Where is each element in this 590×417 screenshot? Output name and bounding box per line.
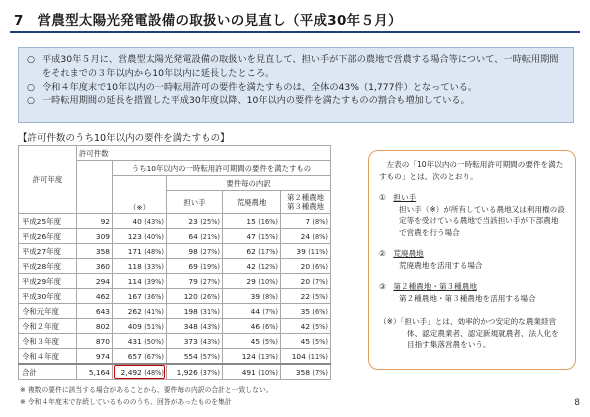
cell-value: 373 (183, 336, 198, 346)
cell-percent: (16%) (258, 217, 278, 226)
cell-value: 62 (246, 246, 256, 256)
cell-value: 491 (241, 367, 256, 377)
definition-item (379, 192, 565, 204)
cell-value: 358 (95, 246, 110, 256)
cell-class (281, 364, 331, 380)
cell-percent: (11%) (308, 247, 328, 256)
cell-total (77, 214, 113, 229)
cell-value: 24 (300, 231, 311, 241)
item-desc: 担い手（※）が所有している農地又は利用権の設定等を受けている農地で当該担い手が下部農地で営農を行う場合 (399, 204, 565, 237)
cell-year (19, 289, 77, 304)
cell-percent: (27%) (200, 277, 220, 286)
table-row (19, 274, 331, 289)
cell-within (113, 304, 167, 319)
cell-percent: (6%) (262, 322, 278, 331)
table-row (19, 229, 331, 244)
cell-percent: (19%) (200, 262, 220, 271)
cell-within (113, 334, 167, 349)
cell-percent: (48%) (144, 247, 164, 256)
cell-value: 262 (127, 306, 142, 316)
cell-value: 657 (127, 351, 142, 361)
page-title: 7 営農型太陽光発電設備の取扱いの見直し（平成30年５月） (14, 13, 402, 29)
cell-value: 118 (127, 261, 142, 271)
item-desc: 第２種農地・第３種農地を活用する場合 (399, 293, 536, 303)
cell-total (77, 244, 113, 259)
cell-class (281, 289, 331, 304)
table-heading: 【許可件数のうち10年以内の要件を満たすもの】 (18, 133, 230, 144)
cell-percent: (37%) (200, 368, 220, 377)
cell-percent: (21%) (200, 232, 220, 241)
cell-percent: (43%) (200, 337, 220, 346)
cell-value: 92 (100, 216, 110, 226)
cell-value: 平成29年度 (22, 276, 61, 286)
cell-within (113, 289, 167, 304)
cell-value: 39 (250, 291, 261, 301)
cell-kouhai (223, 349, 281, 365)
bullet-mark: ○ (27, 54, 36, 65)
cell-value: 39 (296, 246, 306, 256)
cell-value: 平成27年度 (22, 246, 61, 256)
highlight-ring (114, 365, 165, 379)
item-label: 第２種農地・第３種農地 (393, 282, 477, 291)
item-desc: 荒廃農地を活用する場合 (399, 260, 483, 270)
cell-value: 360 (95, 261, 110, 271)
header-count: 許可件数 (77, 146, 331, 161)
cell-percent: (36%) (144, 292, 164, 301)
summary-bullet (27, 81, 565, 95)
cell-percent: (67%) (144, 352, 164, 361)
cell-value: 643 (95, 306, 110, 316)
cell-value: 令和３年度 (22, 336, 59, 346)
header-year: 許可年度 (19, 146, 77, 214)
table-row (19, 214, 331, 229)
cell-percent: (12%) (258, 262, 278, 271)
cell-value: 23 (188, 216, 198, 226)
cell-kouhai (223, 229, 281, 244)
cell-value: 47 (246, 231, 256, 241)
cell-value: 45 (300, 336, 311, 346)
cell-kouhai (223, 364, 281, 380)
cell-value: 合計 (22, 367, 37, 377)
cell-value: 7 (305, 216, 311, 226)
cell-kouhai (223, 334, 281, 349)
item-number: ① (379, 193, 386, 202)
cell-ninaite (167, 259, 223, 274)
definition-box (368, 150, 576, 370)
cell-percent: (33%) (144, 262, 164, 271)
cell-percent: (15%) (258, 232, 278, 241)
cell-class (281, 334, 331, 349)
cell-percent: (7%) (312, 277, 328, 286)
cell-value: 431 (127, 336, 142, 346)
cell-within (113, 244, 167, 259)
cell-class (281, 319, 331, 334)
cell-value: 22 (300, 291, 311, 301)
cell-ninaite (167, 274, 223, 289)
item-number: ③ (379, 282, 386, 291)
header-kouhai: 荒廃農地 (223, 191, 281, 214)
item-label: 担い手 (393, 193, 417, 202)
cell-within (113, 259, 167, 274)
cell-year (19, 229, 77, 244)
cell-value: 42 (246, 261, 256, 271)
cell-percent: (8%) (262, 292, 278, 301)
definition-item (379, 281, 565, 293)
cell-percent: (31%) (200, 307, 220, 316)
cell-ninaite (167, 244, 223, 259)
cell-year (19, 274, 77, 289)
cell-ninaite (167, 349, 223, 365)
cell-total (77, 364, 113, 380)
cell-within (113, 229, 167, 244)
cell-value: 124 (241, 351, 256, 361)
cell-value: 45 (250, 336, 261, 346)
header-class: 第２種農地 第３種農地 (281, 191, 331, 214)
cell-value: 294 (95, 276, 110, 286)
cell-kouhai (223, 259, 281, 274)
definition-note: （※）「担い手」とは、効率的かつ安定的な農業経営体、認定農業者、認定新規就農者、法人化を目指す集落営農をいう。 (379, 317, 559, 349)
cell-percent: (43%) (144, 217, 164, 226)
cell-year (19, 364, 77, 380)
cell-percent: (10%) (258, 277, 278, 286)
cell-value: 348 (183, 321, 198, 331)
cell-class (281, 304, 331, 319)
cell-kouhai (223, 214, 281, 229)
footnote: ※ 令和４年度末で存続しているもののうち、回答があったものを集計 (20, 398, 232, 406)
cell-value: 1,926 (176, 367, 198, 377)
cell-within (113, 364, 167, 380)
cell-ninaite (167, 364, 223, 380)
cell-value: 802 (95, 321, 110, 331)
cell-value: 123 (127, 231, 142, 241)
cell-value: 20 (300, 261, 311, 271)
cell-value: 870 (95, 336, 110, 346)
cell-within (113, 274, 167, 289)
cell-total (77, 289, 113, 304)
table-row (19, 349, 331, 365)
cell-class (281, 214, 331, 229)
footnote: ※ 複数の要件に該当する場合があることから、要件毎の内訳の合計と一致しない。 (20, 386, 273, 394)
cell-value: 198 (183, 306, 198, 316)
header-breakdown: 要件毎の内訳 (167, 176, 331, 191)
bullet-mark: ○ (27, 81, 36, 93)
cell-year (19, 334, 77, 349)
cell-value: 35 (300, 306, 311, 316)
cell-within (113, 349, 167, 365)
cell-total (77, 274, 113, 289)
header-within-mark: （※） (113, 176, 167, 214)
cell-value: 42 (300, 321, 311, 331)
page-number: 8 (574, 398, 580, 408)
cell-percent: (17%) (258, 247, 278, 256)
cell-percent: (6%) (312, 262, 328, 271)
cell-percent: (40%) (144, 232, 164, 241)
cell-value: 平成28年度 (22, 261, 61, 271)
cell-year (19, 349, 77, 365)
cell-percent: (48%) (144, 368, 164, 377)
cell-value: 409 (127, 321, 142, 331)
cell-kouhai (223, 289, 281, 304)
cell-value: 104 (291, 351, 306, 361)
table-row (19, 319, 331, 334)
summary-box (18, 47, 574, 123)
cell-percent: (39%) (144, 277, 164, 286)
header-ninaite: 担い手 (167, 191, 223, 214)
cell-class (281, 349, 331, 365)
title-divider (10, 31, 580, 33)
definition-item (379, 248, 565, 260)
cell-total (77, 334, 113, 349)
cell-value: 462 (95, 291, 110, 301)
summary-bullet (27, 53, 565, 81)
permit-table (18, 145, 331, 380)
cell-ninaite (167, 214, 223, 229)
table-row (19, 259, 331, 274)
cell-value: 2,492 (120, 367, 142, 377)
cell-year (19, 244, 77, 259)
cell-percent: (5%) (262, 337, 278, 346)
cell-value: 167 (127, 291, 142, 301)
cell-percent: (57%) (200, 352, 220, 361)
cell-value: 98 (188, 246, 198, 256)
cell-percent: (41%) (144, 307, 164, 316)
bullet-mark: ○ (27, 95, 36, 107)
cell-class (281, 229, 331, 244)
cell-value: 平成26年度 (22, 231, 61, 241)
header-within: うち10年以内の一時転用許可期間の要件を満たすもの (113, 161, 331, 176)
table-row (19, 304, 331, 319)
cell-year (19, 259, 77, 274)
cell-percent: (25%) (200, 217, 220, 226)
cell-value: 309 (95, 231, 110, 241)
cell-percent: (7%) (312, 368, 328, 377)
cell-value: 15 (246, 216, 256, 226)
cell-value: 64 (188, 231, 198, 241)
cell-value: 20 (300, 276, 311, 286)
cell-percent: (51%) (144, 322, 164, 331)
cell-within (113, 319, 167, 334)
cell-kouhai (223, 319, 281, 334)
cell-ninaite (167, 304, 223, 319)
cell-percent: (43%) (200, 322, 220, 331)
cell-value: 40 (132, 216, 142, 226)
cell-value: 114 (127, 276, 142, 286)
cell-ninaite (167, 229, 223, 244)
cell-value: 令和４年度 (22, 351, 59, 361)
cell-value: 令和元年度 (22, 306, 59, 316)
item-label: 荒廃農地 (393, 249, 424, 258)
summary-text: 令和４年度末で10年以内の一時転用許可の要件を満たすものは、全体の43%（1,777件）となっている。 (42, 81, 478, 93)
definition-intro: 左表の「10年以内の一時転用許可期間の要件を満たすもの」とは、次のとおり。 (379, 160, 564, 181)
cell-percent: (8%) (312, 232, 328, 241)
cell-ninaite (167, 289, 223, 304)
cell-year (19, 304, 77, 319)
cell-ninaite (167, 334, 223, 349)
table-row (19, 334, 331, 349)
table-row (19, 244, 331, 259)
cell-percent: (10%) (258, 368, 278, 377)
cell-value: 29 (246, 276, 256, 286)
cell-percent: (27%) (200, 247, 220, 256)
summary-text: 平成30年５月に、営農型太陽光発電設備の取扱いを見直して、担い手が下部の農地で営農する場合等について、一時転用期間をそれまでの３年以内から10年以内に延長したところ。 (42, 54, 559, 79)
cell-percent: (5%) (312, 322, 328, 331)
cell-total (77, 319, 113, 334)
cell-year (19, 214, 77, 229)
item-number: ② (379, 249, 386, 258)
cell-ninaite (167, 319, 223, 334)
cell-percent: (11%) (308, 352, 328, 361)
cell-total (77, 304, 113, 319)
cell-percent: (8%) (312, 217, 328, 226)
cell-value: 974 (95, 351, 110, 361)
cell-percent: (50%) (144, 337, 164, 346)
cell-percent: (5%) (312, 292, 328, 301)
cell-percent: (6%) (312, 307, 328, 316)
cell-percent: (5%) (312, 337, 328, 346)
header-count-blank (77, 161, 113, 214)
cell-value: 69 (188, 261, 198, 271)
cell-kouhai (223, 304, 281, 319)
cell-percent: (7%) (262, 307, 278, 316)
cell-value: 平成30年度 (22, 291, 61, 301)
cell-value: 令和２年度 (22, 321, 59, 331)
summary-text: 一時転用期間の延長を措置した平成30年度以降、10年以内の要件を満たすものの割合も増加している。 (42, 95, 470, 107)
table-header-row (19, 146, 331, 161)
cell-value: 120 (183, 291, 198, 301)
table-row (19, 289, 331, 304)
cell-class (281, 274, 331, 289)
cell-year (19, 319, 77, 334)
cell-value: 平成25年度 (22, 216, 61, 226)
cell-total (77, 259, 113, 274)
table-total-row (19, 364, 331, 380)
cell-value: 5,164 (88, 367, 110, 377)
cell-percent: (26%) (200, 292, 220, 301)
cell-value: 46 (250, 321, 261, 331)
cell-kouhai (223, 244, 281, 259)
summary-bullet (27, 94, 565, 108)
cell-kouhai (223, 274, 281, 289)
cell-value: 358 (295, 367, 311, 377)
cell-value: 171 (127, 246, 142, 256)
cell-percent: (13%) (258, 352, 278, 361)
cell-value: 554 (183, 351, 198, 361)
cell-value: 44 (250, 306, 261, 316)
cell-within (113, 214, 167, 229)
cell-value: 79 (188, 276, 198, 286)
cell-total (77, 229, 113, 244)
cell-total (77, 349, 113, 365)
cell-class (281, 259, 331, 274)
cell-class (281, 244, 331, 259)
